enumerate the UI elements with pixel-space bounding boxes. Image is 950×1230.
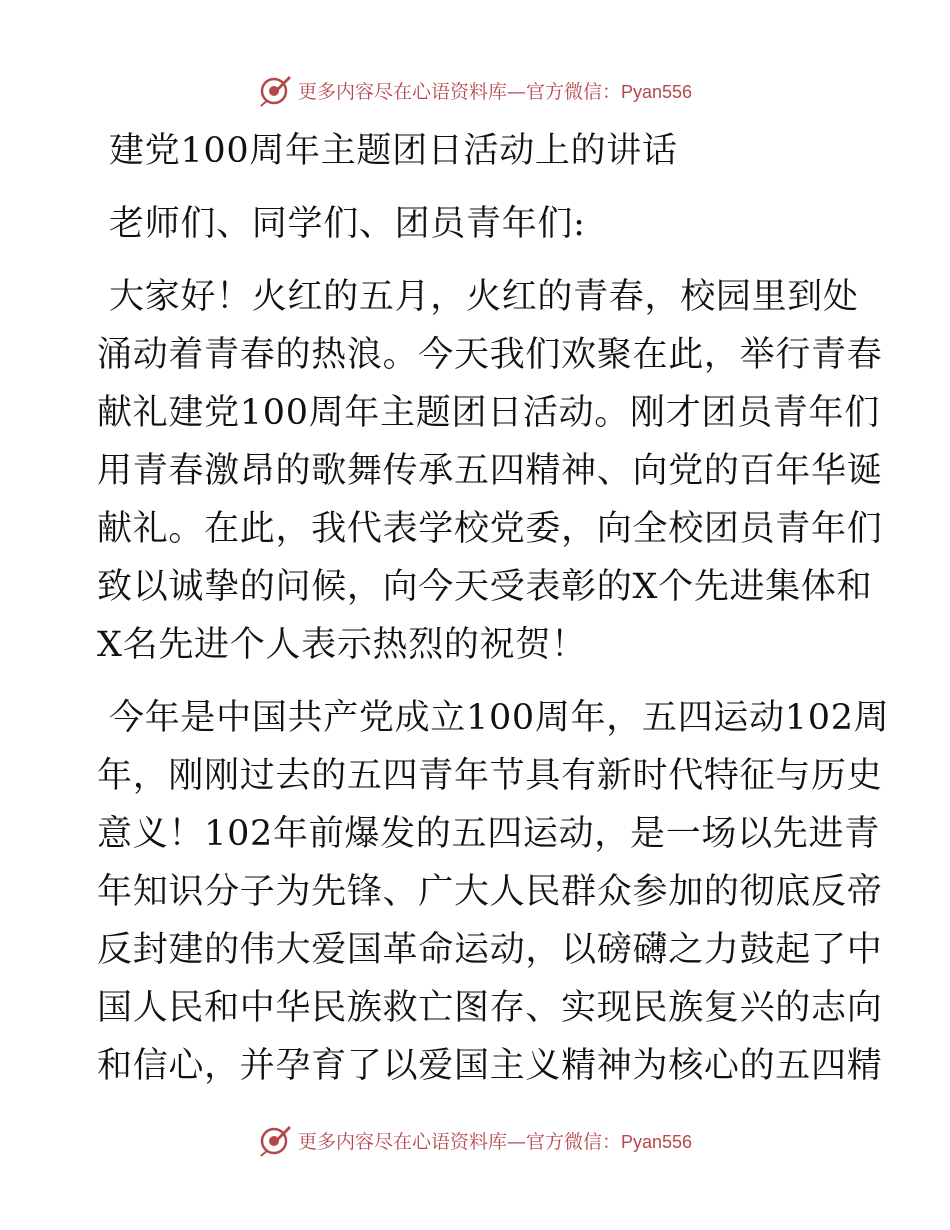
footer-watermark: [0, 1120, 950, 1160]
paragraph-line: 用青春激昂的歌舞传承五四精神、向党的百年华诞: [97, 451, 883, 491]
document-title: 建党100周年主题团日活动上的讲话: [109, 131, 678, 171]
wechat-id: Pyan556: [620, 1131, 693, 1152]
paragraph-line: 今年是中国共产党成立100周年，五四运动102周: [109, 698, 890, 738]
paragraph-2: [97, 689, 890, 1095]
paragraph-line: X名先进个人表示热烈的祝贺！: [97, 625, 587, 665]
header-watermark: [0, 70, 950, 110]
paragraph-line: 年，刚刚过去的五四青年节具有新时代特征与历史: [97, 756, 883, 796]
watermark-text: 更多内容尽在心语资料库—官方微信：Pyan556: [297, 1130, 693, 1153]
paragraph-line: 献礼。在此，我代表学校党委，向全校团员青年们: [97, 509, 883, 549]
pen-logo-icon: [258, 1123, 292, 1157]
paragraph-line: 意义！102年前爆发的五四运动，是一场以先进青: [97, 814, 880, 854]
document-body: [97, 122, 890, 1095]
watermark-text: 更多内容尽在心语资料库—官方微信：Pyan556: [297, 80, 693, 103]
paragraph-line: 年知识分子为先锋、广大人民群众参加的彻底反帝: [97, 872, 883, 912]
paragraph-1: [97, 268, 883, 674]
paragraph-line: 反封建的伟大爱国革命运动，以磅礴之力鼓起了中: [97, 930, 883, 970]
paragraph-line: 和信心，并孕育了以爱国主义精神为核心的五四精: [97, 1046, 883, 1086]
paragraph-line: 大家好！火红的五月，火红的青春，校园里到处: [109, 277, 859, 317]
wechat-id: Pyan556: [620, 81, 693, 102]
paragraph-line: 国人民和中华民族救亡图存、实现民族复兴的志向: [97, 988, 883, 1028]
salutation: 老师们、同学们、团员青年们:: [109, 204, 586, 244]
paragraph-line: 涌动着青春的热浪。今天我们欢聚在此，举行青春: [97, 335, 883, 375]
paragraph-line: 致以诚挚的问候，向今天受表彰的X个先进集体和: [97, 567, 873, 607]
pen-logo-icon: [258, 73, 292, 107]
paragraph-line: 献礼建党100周年主题团日活动。刚才团员青年们: [97, 393, 880, 433]
